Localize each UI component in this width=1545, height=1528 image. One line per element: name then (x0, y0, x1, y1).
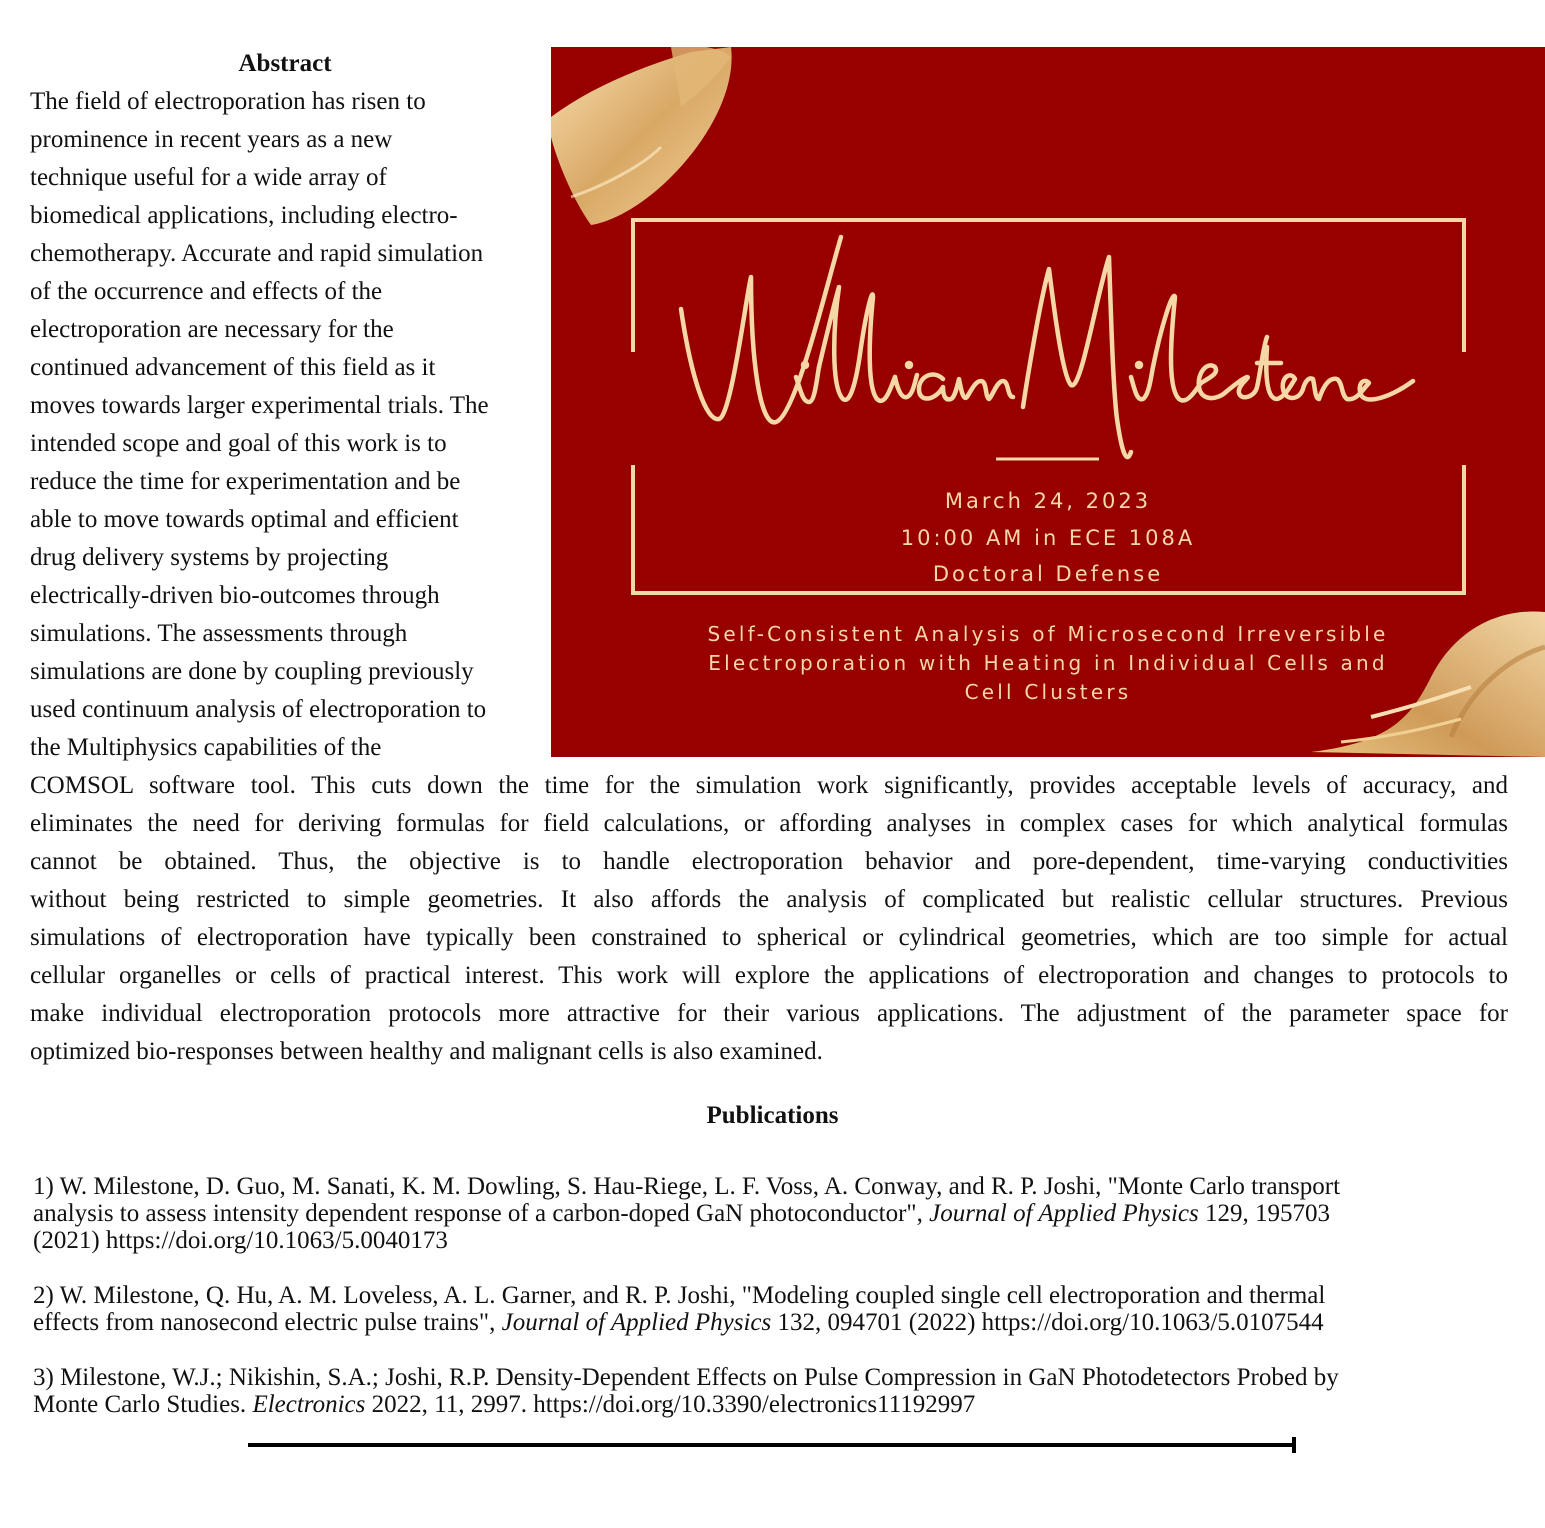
abstract-line: continued advancement of this field as it (30, 354, 436, 381)
abstract-line: without being restricted to simple geometries. It also affords the analysis of complicated but realistic cellular structures. Previous (30, 886, 1508, 913)
journal-name: Journal of Applied Physics (929, 1200, 1199, 1227)
abstract-line: technique useful for a wide array of (30, 164, 387, 191)
abstract-line: make individual electroporation protocols more attractive for their various applications. The adjustment of the parameter space for (30, 1000, 1508, 1027)
abstract-heading: Abstract (238, 50, 332, 77)
abstract-line: of the occurrence and effects of the (30, 278, 383, 305)
publication-3-line: 3) Milestone, W.J.; Nikishin, S.A.; Joshi, R.P. Density-Dependent Effects on Pulse Compression in GaN Photodetectors Probed by (33, 1364, 1339, 1391)
event-date: March 24, 2023 (944, 489, 1152, 513)
abstract-line: drug delivery systems by projecting (30, 544, 389, 571)
abstract-line: prominence in recent years as a new (30, 126, 393, 153)
journal-name: Journal of Applied Physics (501, 1309, 772, 1336)
abstract-line: intended scope and goal of this work is to (30, 430, 447, 457)
bottom-divider-endcap (1292, 1437, 1296, 1453)
event-time-location: 10:00 AM in ECE 108A (900, 526, 1196, 550)
publication-1-line: (2021) https://doi.org/10.1063/5.0040173 (33, 1227, 448, 1254)
publication-2-line: 2) W. Milestone, Q. Hu, A. M. Loveless, A. L. Garner, and R. P. Joshi, "Modeling coupled single cell electroporation and thermal (33, 1282, 1326, 1309)
abstract-line: COMSOL software tool. This cuts down the time for the simulation work significantly, provides acceptable levels of accuracy, and (30, 772, 1508, 799)
talk-title-line: Cell Clusters (964, 680, 1132, 704)
abstract-line: the Multiphysics capabilities of the (30, 734, 382, 761)
abstract-line: electroporation are necessary for the (30, 316, 394, 343)
abstract-line: The field of electroporation has risen to (30, 88, 426, 115)
abstract-line: simulations of electroporation have typically been constrained to spherical or cylindrical geometries, which are too simple for actual (30, 924, 1508, 951)
abstract-line: cellular organelles or cells of practical interest. This work will explore the applications of electroporation and changes to protocols to (30, 962, 1508, 989)
abstract-line: optimized bio-responses between healthy and malignant cells is also examined. (30, 1038, 823, 1065)
abstract-line: electrically-driven bio-outcomes through (30, 582, 440, 609)
abstract-line: chemotherapy. Accurate and rapid simulation (30, 240, 484, 267)
abstract-line: eliminates the need for deriving formulas for field calculations, or affording analyses in complex cases for which analytical formulas (30, 810, 1508, 837)
publication-3-line: Monte Carlo Studies. Electronics 2022, 11, 2997. https://doi.org/10.3390/electronics11192997 (33, 1391, 976, 1418)
defense-announcement-banner (551, 47, 1545, 757)
abstract-line: moves towards larger experimental trials. The (30, 392, 489, 419)
bottom-divider (248, 1443, 1296, 1447)
publication-2-line: effects from nanosecond electric pulse trains", Journal of Applied Physics 132, 094701 (2022) https://doi.org/10.1063/5.0107544 (33, 1309, 1324, 1336)
abstract-line: used continuum analysis of electroporation to (30, 696, 487, 723)
publication-1-line: 1) W. Milestone, D. Guo, M. Sanati, K. M. Dowling, S. Hau-Riege, L. F. Voss, A. Conway, and R. P. Joshi, "Monte Carlo transport (33, 1173, 1341, 1200)
abstract-line: reduce the time for experimentation and be (30, 468, 461, 495)
event-type: Doctoral Defense (932, 562, 1164, 586)
talk-title-line: Electroporation with Heating in Individual Cells and (708, 651, 1388, 675)
journal-name: Electronics (252, 1391, 366, 1418)
abstract-line: biomedical applications, including electro- (30, 202, 458, 229)
abstract-line: able to move towards optimal and efficient (30, 506, 459, 533)
publication-1-line: analysis to assess intensity dependent response of a carbon-doped GaN photoconductor", Journal of Applied Physics 129, 195703 (33, 1200, 1330, 1227)
publications-heading: Publications (706, 1102, 839, 1129)
abstract-line: simulations are done by coupling previously (30, 658, 474, 685)
abstract-line: cannot be obtained. Thus, the objective is to handle electroporation behavior and pore-dependent, time-varying conductivities (30, 848, 1508, 875)
talk-title-line: Self-Consistent Analysis of Microsecond Irreversible (707, 622, 1389, 646)
abstract-line: simulations. The assessments through (30, 620, 408, 647)
